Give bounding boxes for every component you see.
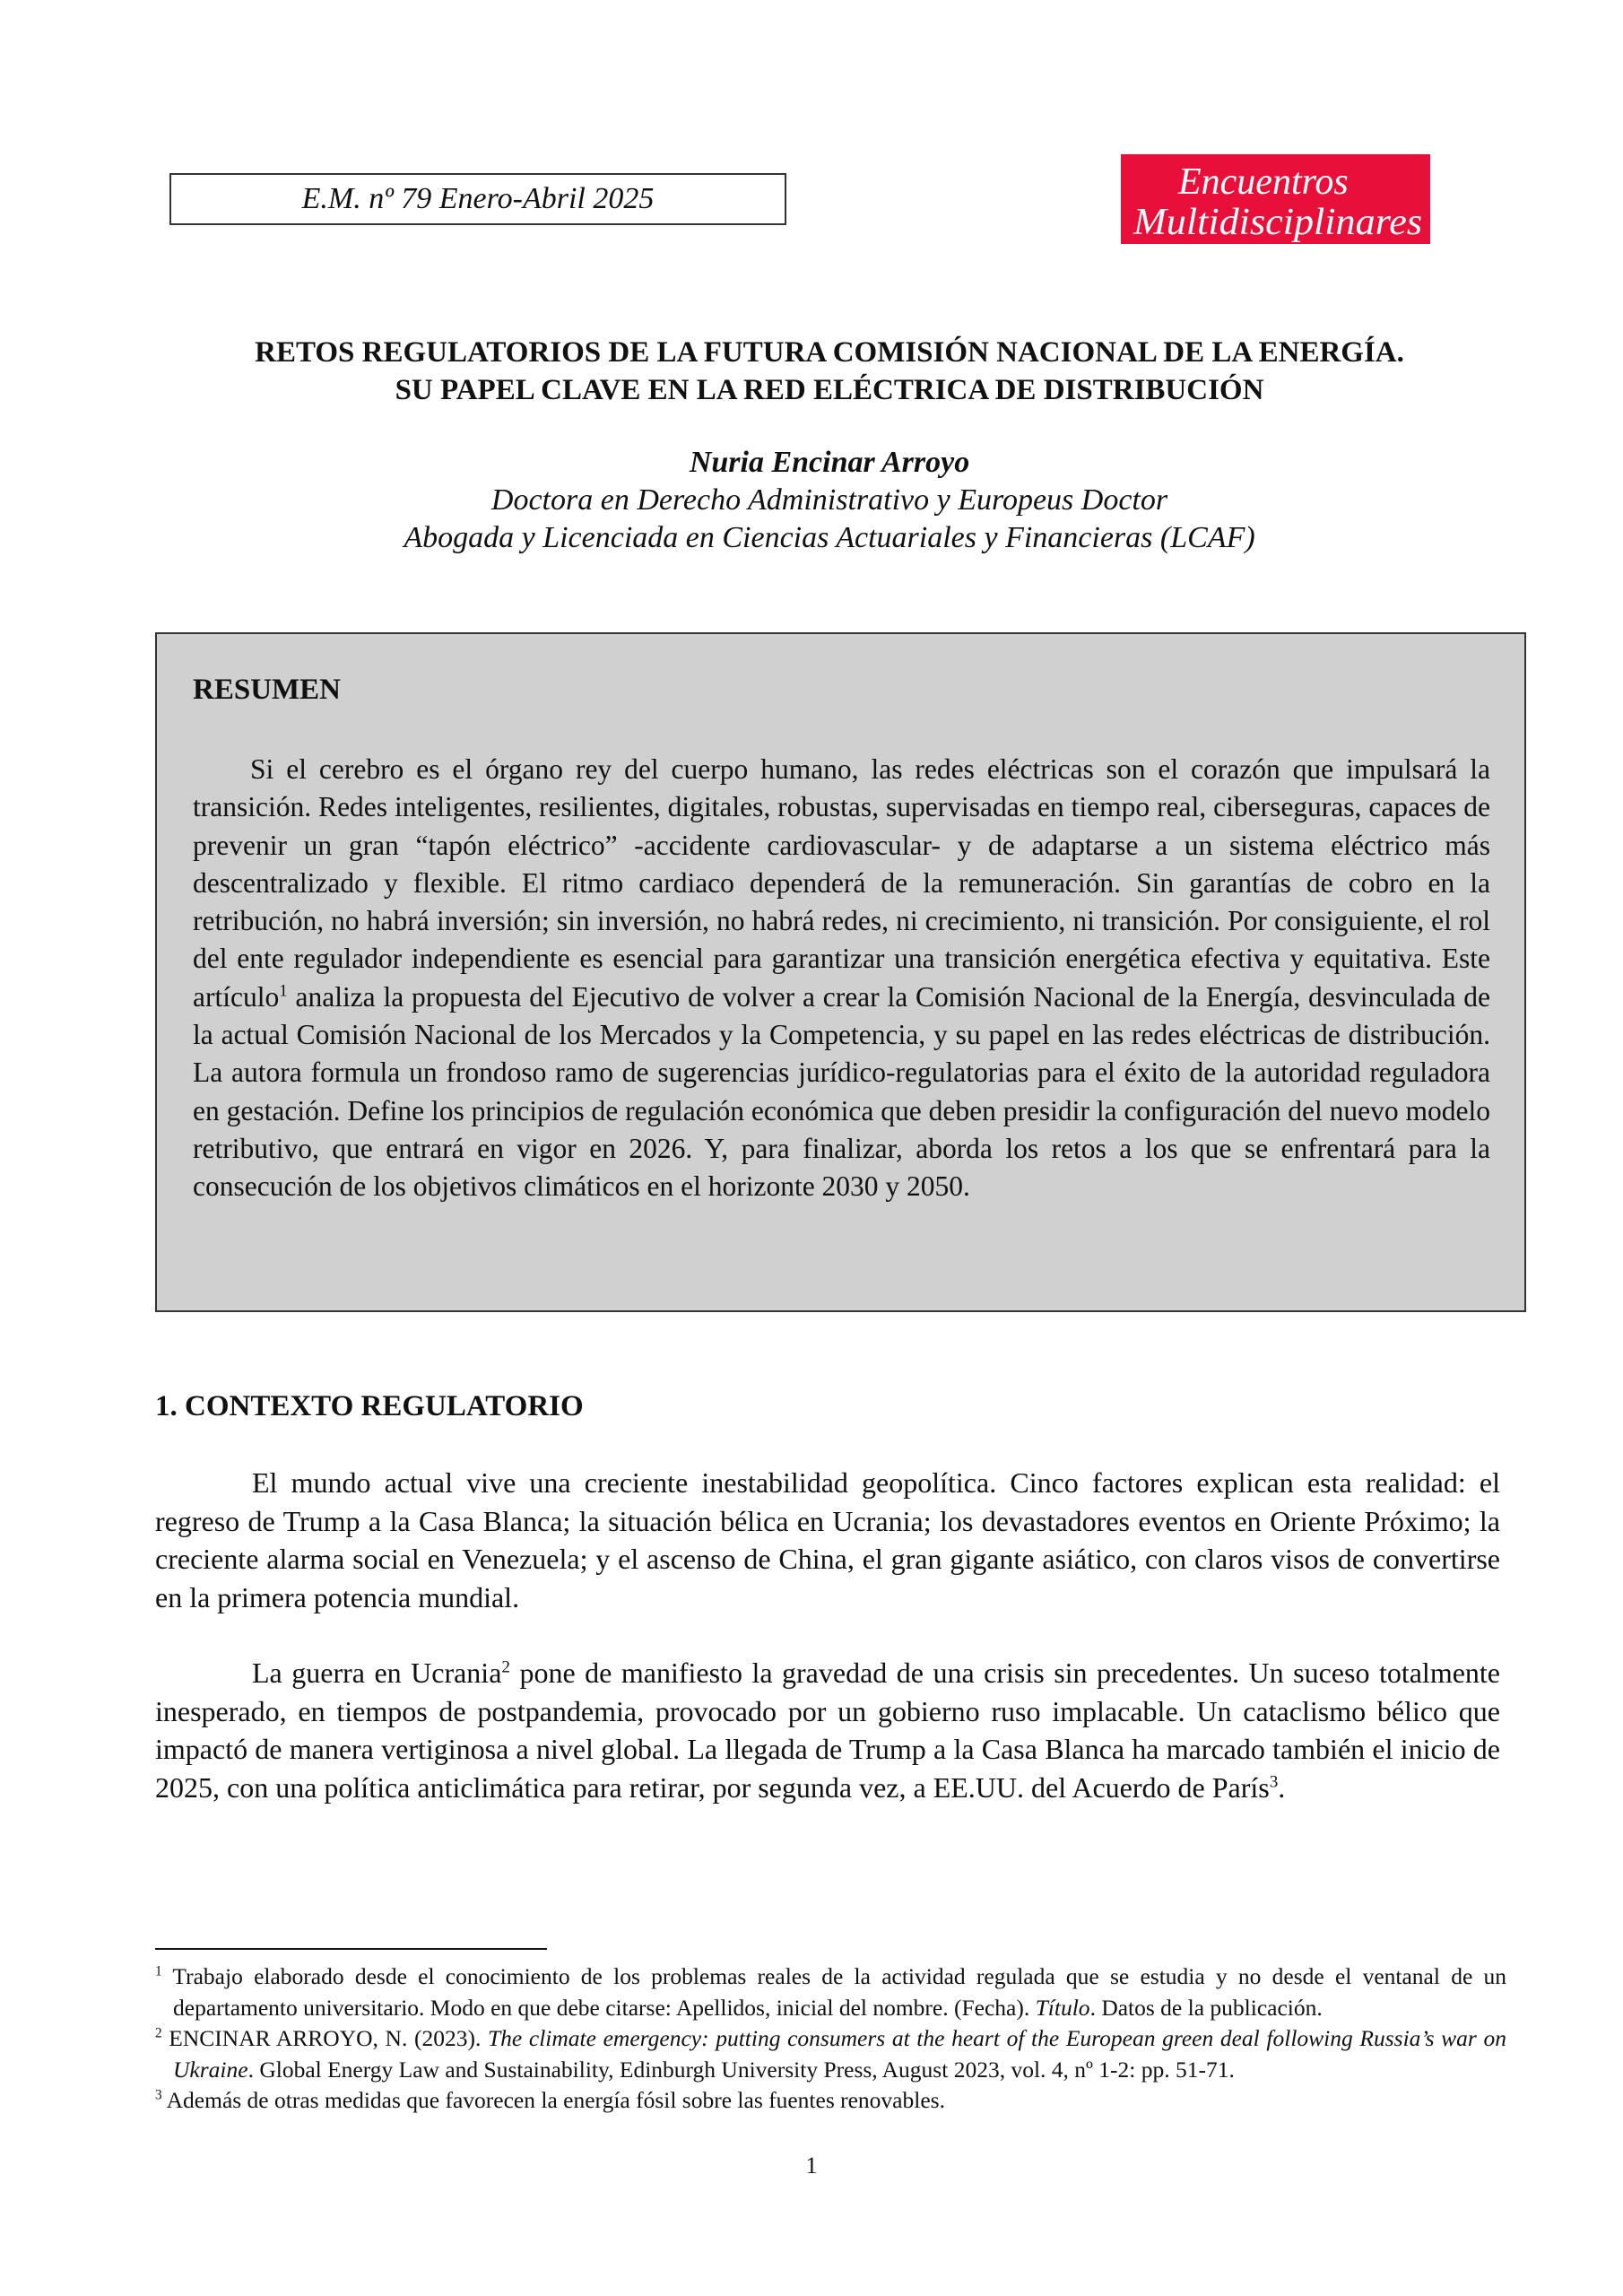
footnote-1-text-a: Trabajo elaborado desde el conocimiento de los problemas reales de la actividad regulada que se estudia y no desde el ventanal de un departamento universitario. Modo en que debe citarse: Apellidos, inicial del nombre. (Fecha). bbox=[161, 1963, 1506, 2021]
para2-text-b: pone de manifiesto la gravedad de una crisis sin precedentes. Un suceso totalmente inesperado, en tiempos de postpandemia, provocado por un gobierno ruso implacable. Un cataclismo bélico que impactó de manera vertiginosa a nivel global. La llegada de Trump a la Casa Blanca ha marcado también el inicio de 2025, con una política anticlimática para retirar, por segunda vez, a EE.UU. del Acuerdo de París bbox=[155, 1657, 1501, 1804]
footnote-2-number: 2 bbox=[155, 2025, 162, 2041]
title-line-2: SU PAPEL CLAVE EN LA RED ELÉCTRICA DE DISTRIBUCIÓN bbox=[395, 374, 1264, 406]
footnote-3-text: Además de otras medidas que favorecen la energía fósil sobre las fuentes renovables. bbox=[161, 2087, 945, 2113]
body-paragraph-1: El mundo actual vive una creciente inestabilidad geopolítica. Cinco factores explican esta realidad: el regreso de Trump a la Casa Blanca; la situación bélica en Ucrania; los devastadores eventos en Oriente Próximo; la creciente alarma social en Venezuela; y el ascenso de China, el gran gigante asiático, con claros visos de convertirse en la primera potencia mundial. bbox=[155, 1466, 1500, 1613]
author-role-2: Abogada y Licenciada en Ciencias Actuariales y Financieras (LCAF) bbox=[404, 521, 1255, 554]
footnote-1-italic: Título bbox=[1035, 1994, 1090, 2021]
footnote-2-text-b: . Global Energy Law and Sustainability, Edinburgh University Press, August 2023, vol. 4, nº 1-2: pp. 51-71. bbox=[247, 2056, 1235, 2083]
article-title bbox=[135, 334, 1524, 409]
footnote-2-text-a: ENCINAR ARROYO, N. (2023). bbox=[161, 2025, 488, 2051]
abstract-text bbox=[193, 751, 1490, 1206]
title-line-1: RETOS REGULATORIOS DE LA FUTURA COMISIÓN NACIONAL DE LA ENERGÍA. bbox=[255, 336, 1404, 369]
footnote-1 bbox=[155, 1961, 1506, 2023]
body-paragraph-2 bbox=[155, 1654, 1500, 1806]
footnote-2 bbox=[155, 2023, 1506, 2085]
author-name: Nuria Encinar Arroyo bbox=[689, 446, 970, 479]
journal-logo bbox=[1121, 154, 1430, 244]
footnote-2-italic: The climate emergency: putting consumers at the heart of the European green deal following Russia’s war on Ukraine bbox=[173, 2025, 1506, 2083]
author-block bbox=[135, 444, 1524, 557]
abstract-text-part1: Si el cerebro es el órgano rey del cuerpo humano, las redes eléctricas son el corazón que impulsará la transición. Redes inteligentes, resilientes, digitales, robustas, supervisadas en tiempo real, ciberseguras, capaces de prevenir un gran “tapón eléctrico” -accidente cardiovascular- y de adaptarse a un sistema eléctrico más descentralizado y flexible. El ritmo cardiaco dependerá de la remuneración. Sin garantías de cobro en la retribución, no habrá inversión; sin inversión, no habrá redes, ni crecimiento, ni transición. Por consiguiente, el rol del ente regulador independiente es esencial para garantizar una transición energética efectiva y equitativa. Este artículo bbox=[193, 753, 1490, 1013]
logo-line2: Multidisciplinares bbox=[1132, 202, 1422, 243]
journal-issue-box bbox=[169, 173, 786, 225]
footnote-ref-1[interactable]: 1 bbox=[279, 981, 288, 1001]
para2-text-a: La guerra en Ucrania bbox=[252, 1657, 502, 1689]
author-role-1: Doctora en Derecho Administrativo y Europeus Doctor bbox=[490, 483, 1168, 517]
footnote-3 bbox=[155, 2085, 1506, 2117]
logo-graphic bbox=[1121, 154, 1430, 244]
footnotes bbox=[155, 1961, 1506, 2117]
footnote-1-number: 1 bbox=[155, 1963, 162, 1979]
journal-issue-label: E.M. nº 79 Enero-Abril 2025 bbox=[301, 182, 655, 215]
abstract-heading: RESUMEN bbox=[193, 674, 342, 706]
footnote-1-text-b: . Datos de la publicación. bbox=[1089, 1994, 1323, 2021]
abstract-box bbox=[155, 632, 1526, 1312]
abstract-text-part2: analiza la propuesta del Ejecutivo de volver a crear la Comisión Nacional de la Energía, desvinculada de la actual Comisión Nacional de los Mercados y la Competencia, y su papel en las redes eléctricas de distribución. La autora formula un frondoso ramo de sugerencias jurídico-regulatorias para el éxito de la autoridad reguladora en gestación. Define los principios de regulación económica que deben presidir la configuración del nuevo modelo retributivo, que entrará en vigor en 2026. Y, para finalizar, aborda los retos a los que se enfrentará para la consecución de los objetivos climáticos en el horizonte 2030 y 2050. bbox=[193, 980, 1490, 1203]
footnote-ref-3[interactable]: 3 bbox=[1269, 1771, 1279, 1791]
para2-text-c: . bbox=[1278, 1770, 1286, 1804]
footnote-3-number: 3 bbox=[155, 2087, 162, 2103]
section-heading: 1. CONTEXTO REGULATORIO bbox=[155, 1390, 584, 1422]
logo-line1: Encuentros bbox=[1178, 161, 1349, 203]
footnote-ref-2[interactable]: 2 bbox=[501, 1657, 510, 1677]
page-number: 1 bbox=[805, 2152, 818, 2179]
footnote-separator bbox=[155, 1948, 547, 1950]
